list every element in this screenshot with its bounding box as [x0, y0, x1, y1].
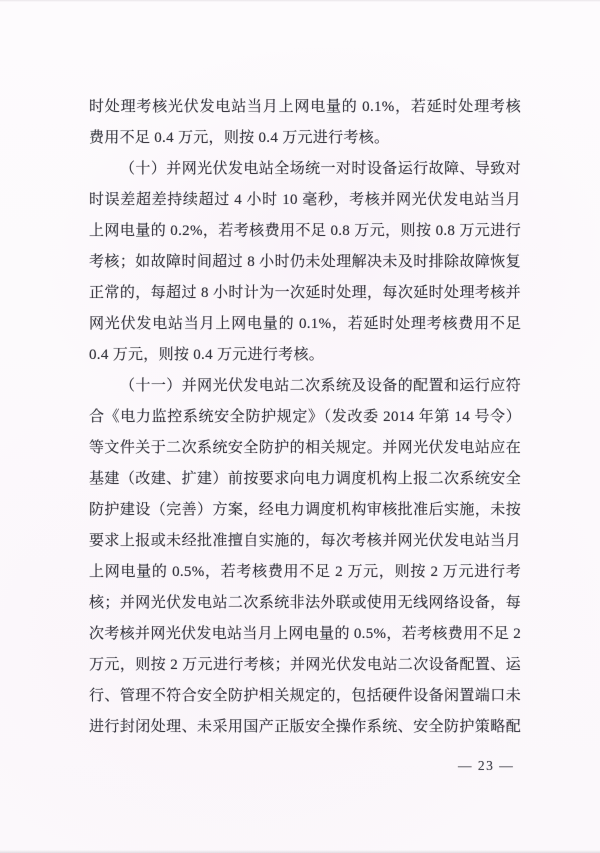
text-line: 万元，则按 2 万元进行考核；并网光伏发电站二次设备配置、运 [89, 657, 521, 673]
text-line: 行、管理不符合安全防护相关规定的，包括硬件设备闲置端口未 [89, 688, 521, 704]
text-line: 0.4 万元，则按 0.4 万元进行考核。 [89, 347, 325, 363]
page-number: — 23 — [458, 758, 515, 773]
text-line: 次考核并网光伏发电站当月上网电量的 0.5%，若考核费用不足 2 [89, 626, 521, 642]
text-line: 考核；如故障时间超过 8 小时仍未处理解决未及时排除故障恢复 [89, 254, 521, 270]
text-line: 时处理考核光伏发电站当月上网电量的 0.1%，若延时处理考核 [89, 99, 521, 115]
text-line: 上网电量的 0.5%，若考核费用不足 2 万元，则按 2 万元进行考 [89, 564, 521, 580]
text-line: 时误差超差持续超过 4 小时 10 毫秒，考核并网光伏发电站当月 [89, 192, 521, 208]
text-line: 网光伏发电站当月上网电量的 0.1%，若延时处理考核费用不足 [89, 316, 521, 332]
text-line: （十一）并网光伏发电站二次系统及设备的配置和运行应符 [120, 378, 521, 394]
text-line: 要求上报或未经批准擅自实施的，每次考核并网光伏发电站当月 [89, 533, 521, 549]
text-line: 正常的，每超过 8 小时计为一次延时处理，每次延时处理考核并 [89, 285, 521, 301]
text-line: 进行封闭处理、未采用国产正版安全操作系统、安全防护策略配 [89, 719, 521, 735]
document-body [89, 92, 521, 743]
scan-edge-top [0, 0, 600, 2]
text-line: 上网电量的 0.2%，若考核费用不足 0.8 万元，则按 0.8 万元进行 [89, 223, 521, 239]
text-line: （十）并网光伏发电站全场统一对时设备运行故障、导致对 [120, 161, 521, 177]
text-line: 防护建设（完善）方案，经电力调度机构审核批准后实施，未按 [89, 502, 521, 518]
text-line: 等文件关于二次系统安全防护的相关规定。并网光伏发电站应在 [89, 440, 521, 456]
text-line: 合《电力监控系统安全防护规定》（发改委 2014 年第 14 号令） [89, 409, 521, 425]
text-line: 基建（改建、扩建）前按要求向电力调度机构上报二次系统安全 [89, 471, 521, 487]
text-line: 核；并网光伏发电站二次系统非法外联或使用无线网络设备，每 [89, 595, 521, 611]
text-line: 费用不足 0.4 万元，则按 0.4 万元进行考核。 [89, 130, 390, 146]
